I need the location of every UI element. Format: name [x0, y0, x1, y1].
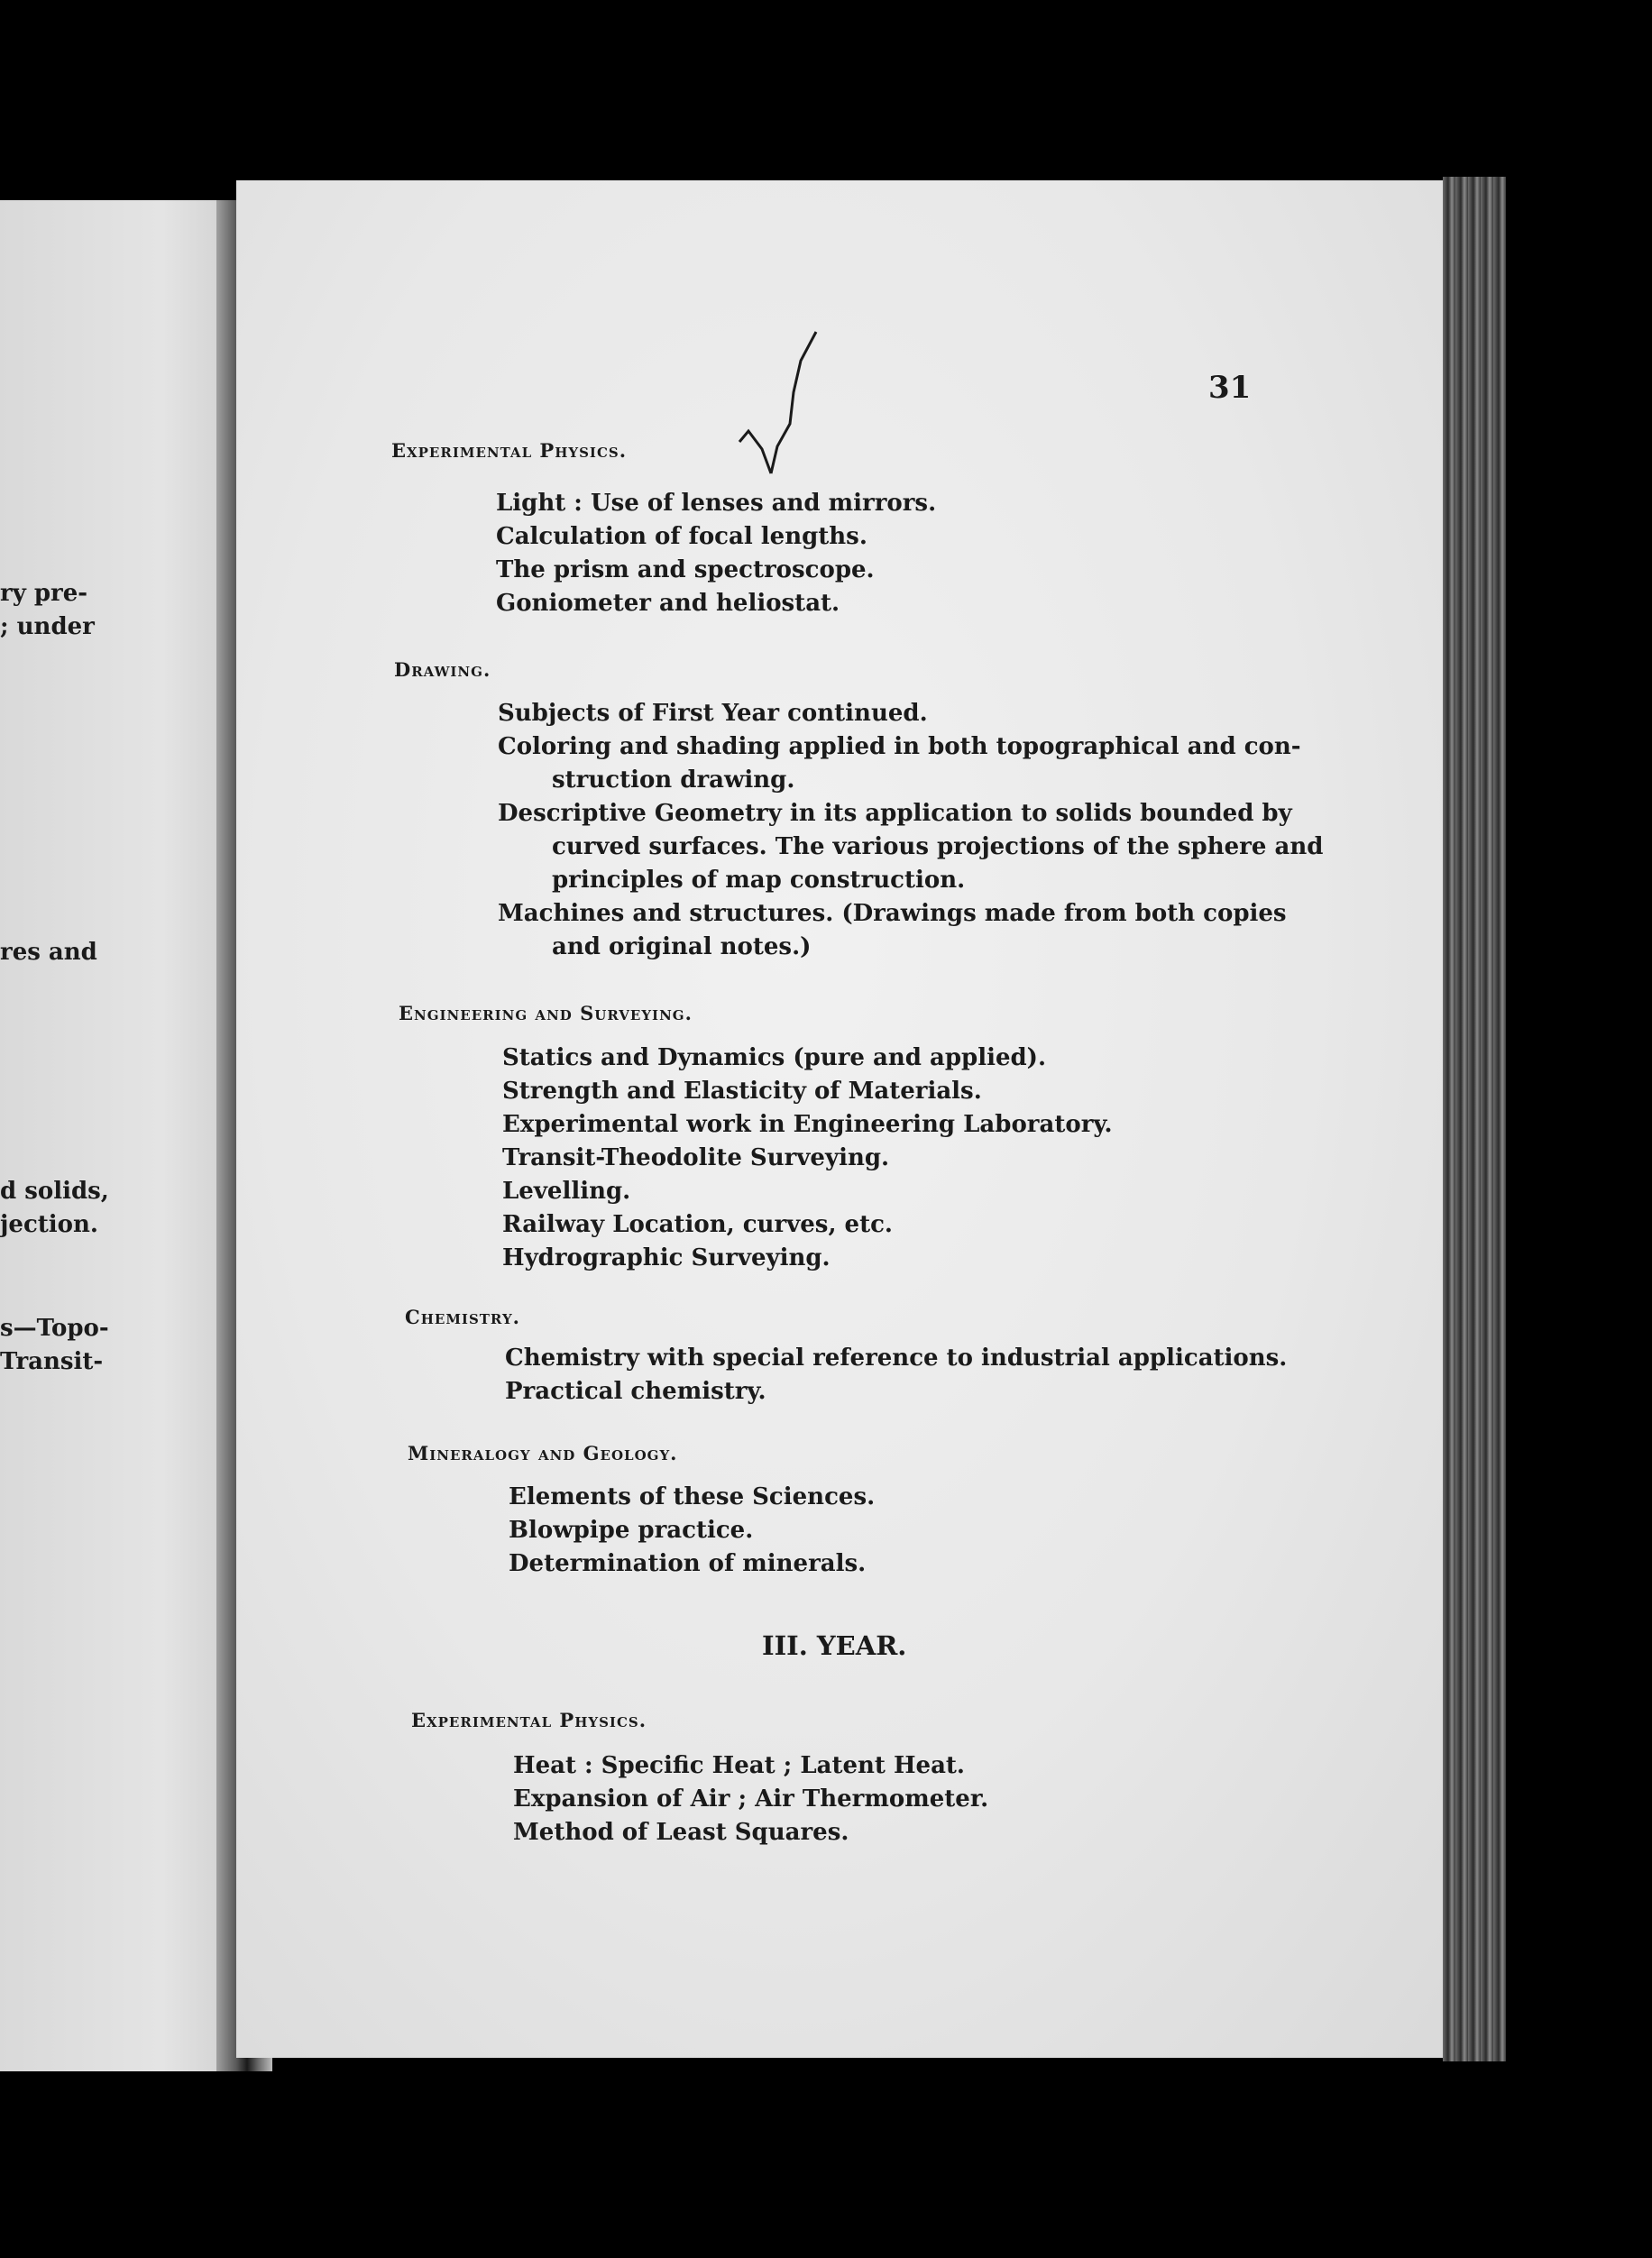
section-heading: Experimental Physics. — [391, 439, 628, 462]
section-line: Transit-Theodolite Surveying. — [502, 1144, 890, 1171]
section-line: Hydrographic Surveying. — [502, 1244, 831, 1271]
section-line: Heat : Specific Heat ; Latent Heat. — [513, 1752, 965, 1779]
section-line: Elements of these Sciences. — [509, 1483, 876, 1510]
page-number: 31 — [1208, 370, 1252, 406]
year-title: III. YEAR. — [762, 1630, 907, 1661]
section-line: Blowpipe practice. — [509, 1517, 754, 1544]
left-page-fragment: ; under — [0, 613, 95, 640]
section-line: Practical chemistry. — [505, 1378, 766, 1405]
section-line: Method of Least Squares. — [513, 1819, 849, 1846]
section-line: Descriptive Geometry in its application to solids bounded by — [498, 800, 1292, 827]
section-line: Light : Use of lenses and mirrors. — [496, 490, 937, 517]
section-line: Strength and Elasticity of Materials. — [502, 1078, 982, 1105]
section-line: Experimental work in Engineering Laboratory. — [502, 1111, 1113, 1138]
section-heading: Chemistry. — [405, 1306, 520, 1328]
section-line: and original notes.) — [552, 933, 812, 960]
page-edges — [1443, 177, 1506, 2061]
left-page-fragment: ry pre- — [0, 580, 88, 607]
section-line: Coloring and shading applied in both topographical and con- — [498, 733, 1301, 760]
section-line: The prism and spectroscope. — [496, 556, 875, 583]
section-line: Calculation of focal lengths. — [496, 523, 867, 550]
section-line: curved surfaces. The various projections of the sphere and — [552, 833, 1324, 860]
left-page-fragment: d solids, — [0, 1178, 109, 1205]
section-line: Determination of minerals. — [509, 1550, 867, 1577]
section-line: Subjects of First Year continued. — [498, 700, 928, 727]
left-page-fragment: jection. — [0, 1211, 98, 1238]
section-line: Chemistry with special reference to industrial applications. — [505, 1345, 1288, 1372]
section-line: Goniometer and heliostat. — [496, 590, 840, 617]
section-line: Railway Location, curves, etc. — [502, 1211, 893, 1238]
section-line: Expansion of Air ; Air Thermometer. — [513, 1785, 989, 1813]
left-page-fragment: Transit- — [0, 1348, 104, 1375]
handwritten-check-mark — [712, 325, 830, 496]
section-line: Machines and structures. (Drawings made from both copies — [498, 900, 1287, 927]
section-heading: Engineering and Surveying. — [399, 1002, 693, 1024]
left-page-fragment: res and — [0, 939, 97, 966]
section-line: principles of map construction. — [552, 867, 966, 894]
section-heading: Mineralogy and Geology. — [408, 1442, 678, 1464]
section-line: struction drawing. — [552, 766, 795, 794]
left-page-fragment: s—Topo- — [0, 1315, 109, 1342]
section-line: Levelling. — [502, 1178, 631, 1205]
section-heading: Experimental Physics. — [411, 1709, 647, 1731]
section-line: Statics and Dynamics (pure and applied). — [502, 1044, 1047, 1071]
section-heading: Drawing. — [394, 658, 491, 681]
